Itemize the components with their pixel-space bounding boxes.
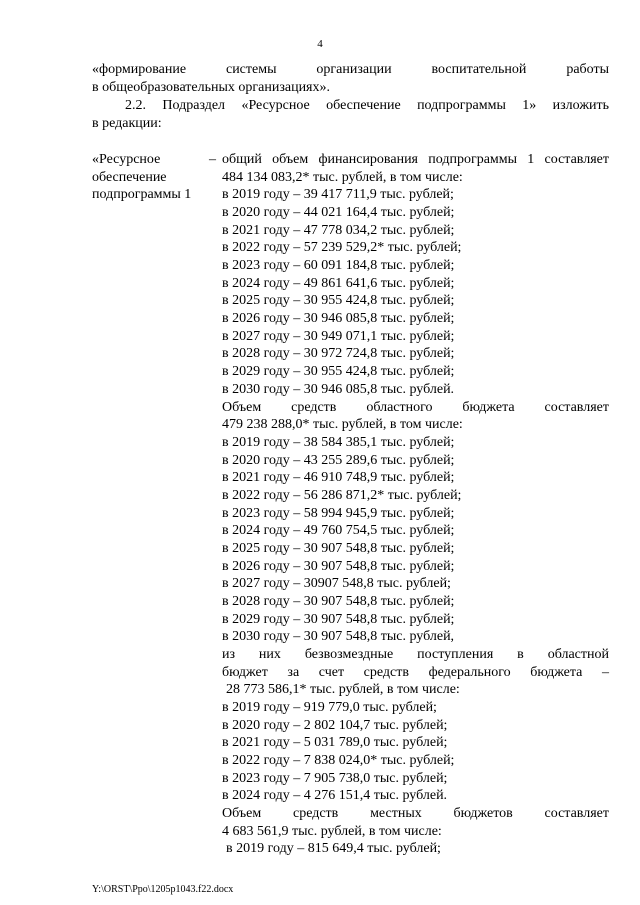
detail-line: в 2029 году – 30 955 424,8 тыс. рублей; [222, 364, 455, 380]
detail-line: в 2021 году – 47 778 034,2 тыс. рублей; [222, 222, 455, 238]
resource-label-line: обеспечение [92, 169, 167, 185]
detail-line: 4 683 561,9 тыс. рублей, в том числе: [222, 823, 442, 839]
detail-line: в 2021 году – 46 910 748,9 тыс. рублей; [222, 470, 455, 486]
detail-line: в 2020 году – 43 255 289,6 тыс. рублей; [222, 452, 455, 468]
detail-line: 479 238 288,0* тыс. рублей, в том числе: [222, 417, 463, 433]
detail-line: в 2030 году – 30 946 085,8 тыс. рублей. [222, 381, 455, 397]
separator-dash: – [209, 152, 216, 167]
detail-line: в 2028 году – 30 972 724,8 тыс. рублей; [222, 346, 455, 362]
detail-line: Объем средств областного бюджета составляет [222, 399, 609, 415]
resource-label [92, 151, 210, 204]
resource-label-line: подпрограммы 1 [92, 187, 192, 203]
detail-line: в 2020 году – 2 802 104,7 тыс. рублей; [222, 717, 448, 733]
detail-line: 28 773 586,1* тыс. рублей, в том числе: [226, 682, 460, 698]
detail-line: Объем средств местных бюджетов составляет [222, 806, 609, 822]
detail-line: общий объем финансирования подпрограммы 1 составляет [222, 152, 609, 167]
resource-details [222, 151, 609, 858]
detail-line: в 2022 году – 7 838 024,0* тыс. рублей; [222, 753, 455, 768]
intro-line-1: «формирование системы организации воспитательной работы [92, 62, 609, 77]
intro-line-4: в редакции: [92, 116, 162, 131]
intro-line-2: в общеобразовательных организациях». [92, 80, 330, 95]
detail-line: в 2026 году – 30 946 085,8 тыс. рублей; [222, 311, 455, 327]
detail-line: 484 134 083,2* тыс. рублей, в том числе: [222, 169, 463, 185]
detail-line: в 2024 году – 49 760 754,5 тыс. рублей; [222, 523, 455, 539]
file-path-footer: Y:\ORST\Ppo\1205p1043.f22.docx [92, 884, 234, 895]
detail-line: в 2026 году – 30 907 548,8 тыс. рублей; [222, 558, 455, 574]
detail-line: в 2019 году – 39 417 711,9 тыс. рублей; [222, 187, 454, 203]
intro-line-3: 2.2. Подраздел «Ресурсное обеспечение подпрограммы 1» изложить [125, 98, 609, 113]
detail-line: в 2019 году – 38 584 385,1 тыс. рублей; [222, 434, 455, 450]
detail-line: в 2028 году – 30 907 548,8 тыс. рублей; [222, 594, 455, 609]
detail-line: в 2025 году – 30 907 548,8 тыс. рублей; [222, 540, 455, 556]
page-number: 4 [317, 38, 323, 50]
detail-line: в 2022 году – 57 239 529,2* тыс. рублей; [222, 240, 462, 256]
detail-line: в 2023 году – 58 994 945,9 тыс. рублей; [222, 505, 455, 521]
detail-line: в 2019 году – 815 649,4 тыс. рублей; [226, 841, 441, 857]
detail-line: в 2030 году – 30 907 548,8 тыс. рублей, [222, 629, 455, 645]
detail-line: в 2019 году – 919 779,0 тыс. рублей; [222, 699, 437, 715]
detail-line: из них безвозмездные поступления в областной [222, 647, 609, 663]
resource-label-line: «Ресурсное [92, 152, 161, 167]
detail-line: в 2025 году – 30 955 424,8 тыс. рублей; [222, 293, 455, 309]
detail-line: бюджет за счет средств федерального бюджета – [222, 664, 609, 680]
detail-line: в 2024 году – 49 861 641,6 тыс. рублей; [222, 275, 455, 291]
detail-line: в 2023 году – 60 091 184,8 тыс. рублей; [222, 258, 455, 274]
detail-line: в 2024 году – 4 276 151,4 тыс. рублей. [222, 788, 448, 804]
detail-line: в 2021 году – 5 031 789,0 тыс. рублей; [222, 735, 448, 751]
detail-line: в 2029 году – 30 907 548,8 тыс. рублей; [222, 611, 455, 627]
detail-line: в 2020 году – 44 021 164,4 тыс. рублей; [222, 204, 455, 220]
detail-line: в 2022 году – 56 286 871,2* тыс. рублей; [222, 487, 462, 503]
detail-line: в 2023 году – 7 905 738,0 тыс. рублей; [222, 770, 448, 786]
detail-line: в 2027 году – 30 949 071,1 тыс. рублей; [222, 328, 455, 344]
detail-line: в 2027 году – 30907 548,8 тыс. рублей; [222, 576, 451, 592]
